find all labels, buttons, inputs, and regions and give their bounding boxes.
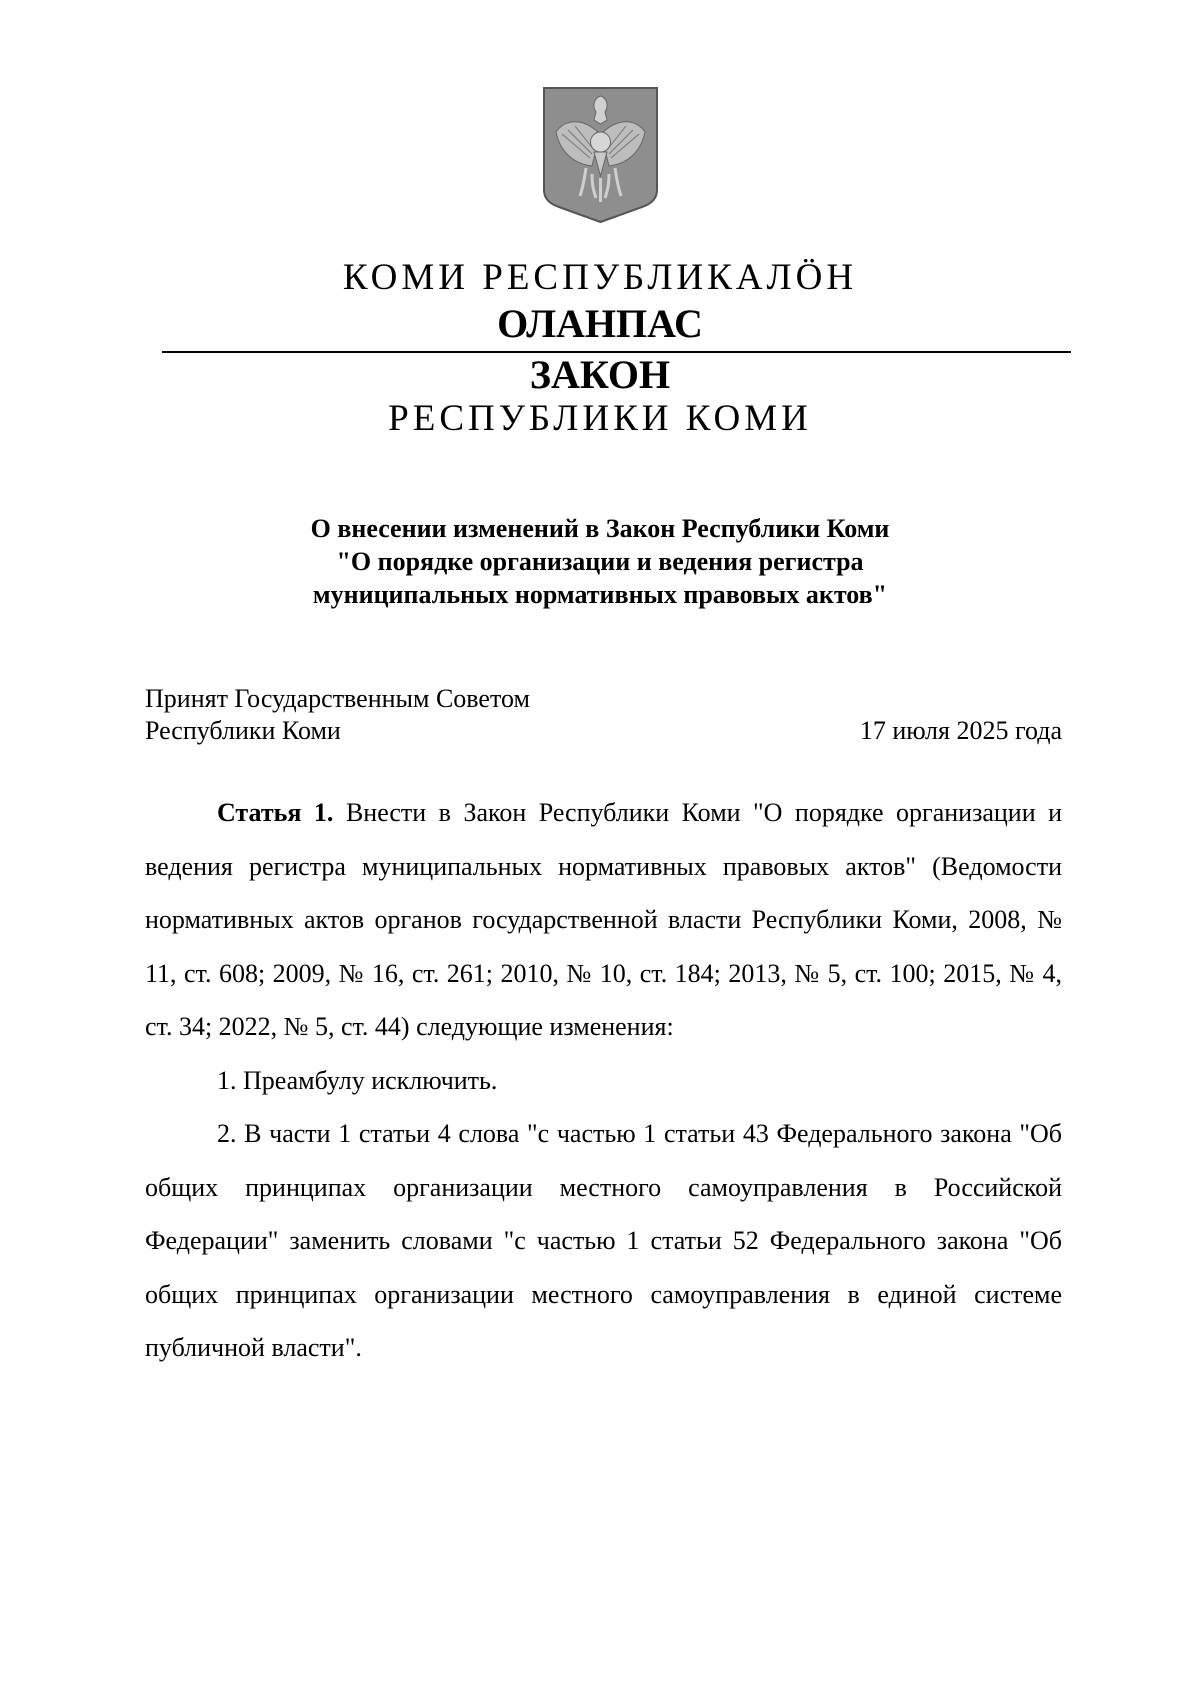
article-1-paragraph [145, 786, 1062, 1054]
adoption-date: 17 июля 2025 года [859, 716, 1062, 745]
title-line: "О порядке организации и ведения регистра [336, 547, 864, 576]
title-line: муниципальных нормативных правовых актов" [312, 580, 888, 609]
article-1-item-2: 2. В части 1 статьи 4 слова "с частью 1 статьи 43 Федерального закона "Об общих принципах организации местного самоуправления в Российской Федерации" заменить словами "с частью 1 статьи 52 Федерального закона "Об общих принципах организации местного самоуправления в единой системе публичной власти". [145, 1119, 1062, 1362]
header-line-zakon: ЗАКОН [529, 352, 671, 397]
document-title [0, 512, 1200, 611]
article-1-item-1: 1. Преамбулу исключить. [217, 1065, 498, 1095]
komi-coat-of-arms-icon [542, 86, 659, 224]
article-1-heading: Статья 1. [217, 798, 334, 827]
header-line-olanpas: ОЛАНПАС [497, 301, 703, 346]
article-1-intro: Внести в Закон Республики Коми "О порядке организации и ведения регистра муниципальных нормативных правовых актов" (Ведомости нормативных актов органов государственной власти Республики Коми, 2008, № 11, ст. 608; 2009, № 16, ст. 261; 2010, № 10, ст. 184; 2013, № 5, ст. 100; 2015, № 4, ст. 34; 2022, № 5, ст. 44) следующие изменения: [145, 798, 1063, 1041]
adoption-statement [145, 683, 530, 747]
document-body [145, 786, 1062, 1375]
header-line-komi-republic: КОМИ РЕСПУБЛИКАЛÖН [342, 257, 858, 298]
adoption-line: Принят Государственным Советом [145, 684, 530, 713]
header-line-republic-komi: РЕСПУБЛИКИ КОМИ [388, 398, 812, 439]
adoption-line: Республики Коми [145, 716, 341, 745]
title-line: О внесении изменений в Закон Республики Коми [310, 514, 890, 543]
